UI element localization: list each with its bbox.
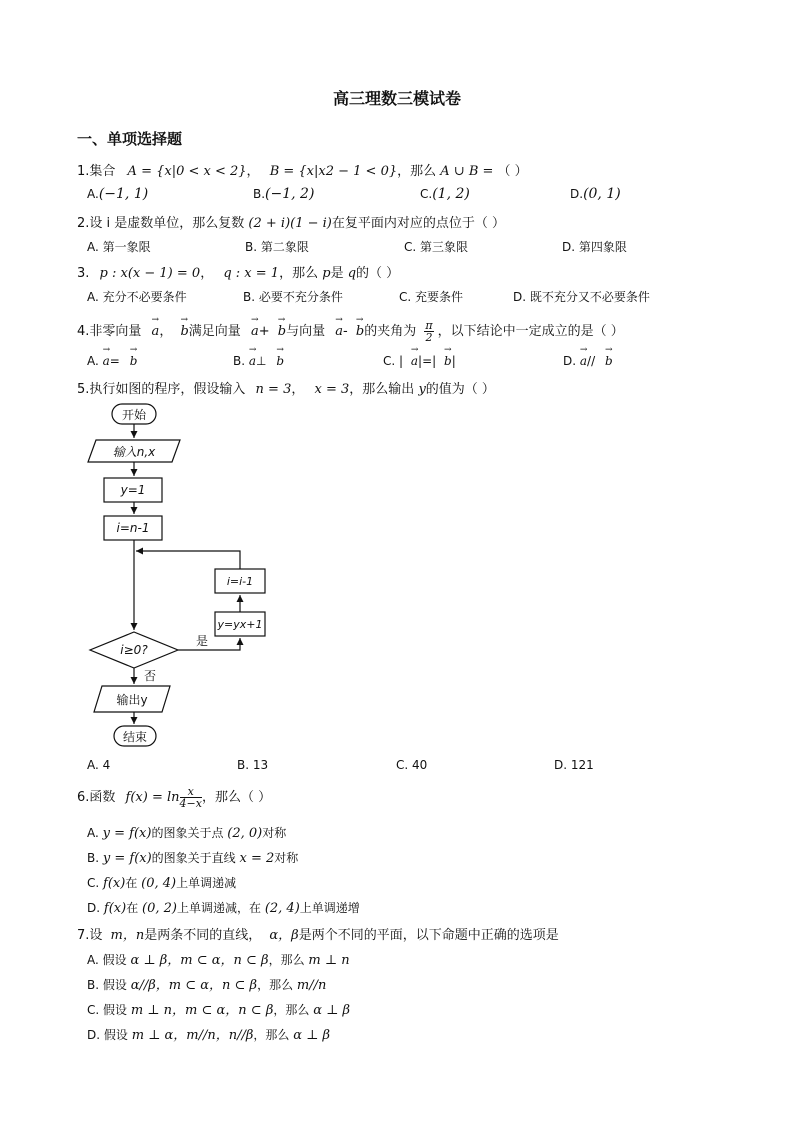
- flow-yes-label: 是: [195, 634, 209, 648]
- q7-option-b[interactable]: B. 假设 α//β，m ⊂ α，n ⊂ β，那么 m//n: [87, 978, 327, 993]
- program-flowchart: [84, 398, 284, 754]
- q1-prefix: 1.集合: [77, 164, 116, 179]
- q6-option-a[interactable]: A. y = f(x)的图象关于点 (2, 0)对称: [87, 826, 287, 841]
- question-2: 2.设 i 是虚数单位，那么复数 (2 + i)(1 − i)在复平面内对应的点位于（ ）: [77, 216, 506, 231]
- q1-option-b[interactable]: B.(−1, 2): [253, 186, 315, 202]
- q2-expr: (2 + i)(1 − i): [248, 216, 332, 231]
- flow-init-y-label: y=1: [120, 483, 146, 497]
- q6-option-d[interactable]: D. f(x)在 (0, 2)上单调递减，在 (2, 4)上单调递增: [87, 901, 360, 916]
- section-heading: 一、单项选择题: [77, 130, 183, 148]
- q5-option-d[interactable]: D. 121: [554, 758, 594, 772]
- q3-option-c[interactable]: C. 充要条件: [399, 290, 464, 304]
- q3-option-d[interactable]: D. 既不充分又不必要条件: [513, 290, 650, 304]
- question-4: 4.非零向量 → a， → b满足向量 → a+ → b与向量 → a- → b的夹角为 $\frac{\pi}{2}$ ，以下结论中一定成立的是（ ）: [77, 320, 624, 343]
- q2-option-b[interactable]: B. 第二象限: [245, 240, 309, 254]
- question-1: 1.集合 A = {x|0 < x < 2}， B = {x|x2 − 1 < 0}，那么 A ∪ B = （ ）: [77, 164, 528, 179]
- q7-option-d[interactable]: D. 假设 m ⊥ α，m//n，n//β，那么 α ⊥ β: [87, 1028, 331, 1043]
- q2-option-a[interactable]: A. 第一象限: [87, 240, 151, 254]
- q4-option-b[interactable]: B. → a⊥ → b: [233, 354, 284, 368]
- q1-set-b: B = {x|x2 − 1 < 0}: [269, 164, 398, 179]
- q5-option-a[interactable]: A. 4: [87, 758, 111, 772]
- q4-option-a[interactable]: A. → a= → b: [87, 354, 137, 368]
- flow-end-label: 结束: [122, 730, 148, 744]
- q1-tail: ，那么: [397, 164, 437, 179]
- flow-output-label: 输出y: [116, 693, 148, 707]
- q6-option-c[interactable]: C. f(x)在 (0, 4)上单调递减: [87, 876, 237, 891]
- q1-option-c[interactable]: C.(1, 2): [420, 186, 470, 202]
- q1-option-d[interactable]: D.(0, 1): [570, 186, 621, 202]
- question-3: 3. p : x(x − 1) = 0， q : x = 1，那么 p是 q的（ ）: [77, 266, 400, 281]
- flow-input-label: 输入n,x: [112, 445, 156, 459]
- flow-update-y-label: y=yx+1: [217, 618, 263, 631]
- q1-option-a[interactable]: A.(−1, 1): [87, 186, 149, 202]
- flow-update-i-label: i=i-1: [226, 575, 254, 588]
- q1-expr: A ∪ B =: [440, 164, 494, 179]
- q1-blank: （ ）: [497, 164, 528, 179]
- q1-set-a: A = {x|0 < x < 2}: [127, 164, 247, 179]
- q5-option-c[interactable]: C. 40: [396, 758, 428, 772]
- q6-option-b[interactable]: B. y = f(x)的图象关于直线 x = 2对称: [87, 851, 299, 866]
- question-7: 7.设 m，n是两条不同的直线， α，β是两个不同的平面，以下命题中正确的选项是: [77, 928, 559, 943]
- flow-init-i-label: i=n-1: [116, 521, 150, 535]
- q2-option-c[interactable]: C. 第三象限: [404, 240, 469, 254]
- flow-start-label: 开始: [121, 408, 147, 422]
- q2-option-d[interactable]: D. 第四象限: [562, 240, 627, 254]
- q4-option-c[interactable]: C. | → a|=| → b|: [383, 354, 456, 368]
- q5-option-b[interactable]: B. 13: [237, 758, 269, 772]
- flow-no-label: 否: [143, 669, 157, 683]
- page-title: 高三理数三模试卷: [332, 89, 461, 108]
- flow-condition-label: i≥0?: [120, 643, 148, 657]
- q7-option-a[interactable]: A. 假设 α ⊥ β，m ⊂ α，n ⊂ β，那么 m ⊥ n: [87, 953, 350, 968]
- q7-option-c[interactable]: C. 假设 m ⊥ n，m ⊂ α，n ⊂ β，那么 α ⊥ β: [87, 1003, 350, 1018]
- question-5: 5.执行如图的程序，假设输入 n = 3， x = 3，那么输出 y的值为（ ）: [77, 382, 495, 397]
- q3-option-a[interactable]: A. 充分不必要条件: [87, 290, 187, 304]
- question-6: 6.函数 f(x) = ln $\frac{x}{4-x}$ ，那么（ ）: [77, 785, 272, 810]
- q4-option-d[interactable]: D. → a// → b: [563, 354, 613, 368]
- q3-option-b[interactable]: B. 必要不充分条件: [243, 290, 343, 304]
